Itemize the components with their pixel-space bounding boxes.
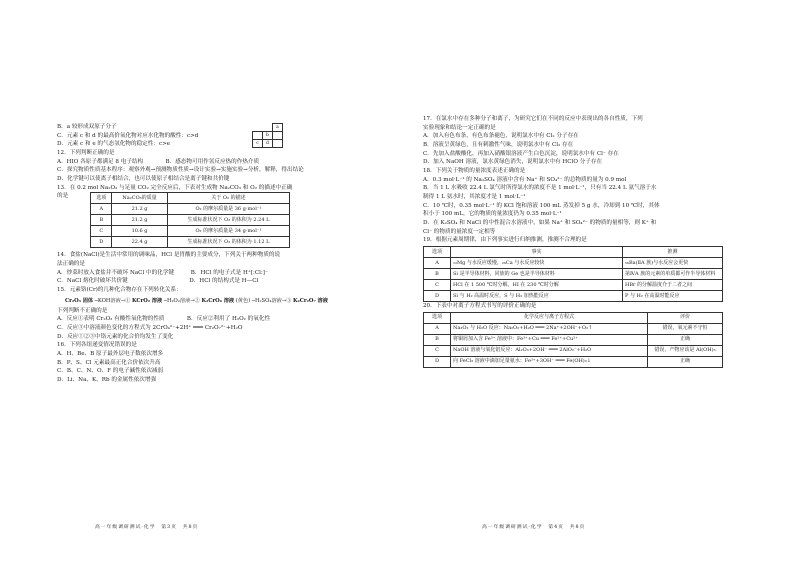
- right-page: [397, 0, 794, 561]
- table-cell: D: [424, 290, 451, 301]
- table-cell: Si 与 H₂ 高温时反应，S 与 H₂ 加热能反应: [451, 290, 623, 301]
- question-13: 13．在 0.2 mol Na₂O₂ 与足量 CO₂ 完全反应后，下表对生成物 Na₂CO₃ 和 O₂ 的描述中正确: [57, 184, 293, 191]
- page-footer: 高一年级调研测试·化学 第3页 共8页: [95, 525, 199, 530]
- table-header-row: [91, 193, 290, 204]
- text-line: D．元素 c 和 e 的气态氢化物的稳定性：c>e: [57, 141, 171, 148]
- table-q20: [423, 312, 723, 368]
- table-cell: ₁₂Mg 与水反应缓慢，₂₀Ca 与水反应较快: [451, 257, 623, 268]
- grid-cell: [273, 140, 283, 148]
- table-cell: 22.4 g: [112, 237, 167, 248]
- table-cell: 正确: [648, 356, 723, 367]
- table-cell: C: [91, 226, 112, 237]
- text-line: D．加入 NaOH 溶液，氯水黄绿色消失，说明氯水中有 HClO 分子存在: [423, 159, 603, 166]
- grid-cell: b: [263, 132, 273, 140]
- table-row: [91, 215, 290, 226]
- table-cell: HCl 在 1 500 ℃时分解，HI 在 230 ℃时分解: [451, 279, 623, 290]
- text-line: D．化学键可以使离子相结合，也可以使原子相结合是离子键和共价键: [57, 175, 230, 182]
- table-header-row: [424, 246, 723, 257]
- table-cell: 第ⅣA 族的元素的单质都可作半导体材料: [623, 268, 723, 279]
- text-line: C．元素 c 和 d 的最高价氧化物对应水化物的酸性：c>d: [57, 132, 199, 139]
- reagent-1: KOH溶液: [97, 297, 121, 304]
- page-footer: 高一年级调研测试·化学 第4页 共8页: [482, 525, 586, 530]
- table-cell: A: [91, 204, 112, 215]
- question-12: 12．下列判断正确的是: [57, 149, 115, 156]
- text-line: 下列判断不正确的是: [57, 307, 108, 314]
- table-cell: Si 是半导体材料，同族的 Ge 也是半导体材料: [451, 268, 623, 279]
- flow-start: Cr₂O₃ 固体: [65, 297, 94, 304]
- question-17: 17．在氯水中存在多种分子和离子，为研究它们在不同的反应中表现出的各自性质，下列: [423, 116, 643, 122]
- table-cell: HBr 的分解温度介于二者之间: [623, 279, 723, 290]
- table-header: 推测: [623, 246, 723, 257]
- text-line: D．在 K₂SO₄ 和 NaCl 的中性混合水溶液中，如果 Na⁺ 和 SO₄²⁻ 的物质的量相等，则 K⁺ 和: [423, 219, 657, 226]
- table-cell: D: [91, 237, 112, 248]
- table-cell: C: [424, 279, 451, 290]
- table-cell: 生成标准状况下 O₂ 的体积为 2.24 L: [167, 215, 289, 226]
- table-header: 事实: [451, 246, 623, 257]
- table-header-row: [424, 312, 723, 323]
- reagent-3: H₂SO₄溶液: [254, 297, 282, 304]
- text-line: C．反应③中溶液颜色变化的方程式为 2CrO₄²⁻+2H⁺ ═══ Cr₂O₇²⁻+H₂O: [57, 324, 243, 331]
- table-row: [424, 345, 723, 356]
- table-cell: C: [424, 345, 451, 356]
- right-column: [423, 115, 741, 368]
- table-row: [91, 237, 290, 248]
- table-cell: NaOH 溶液与氧化铝反应：Al₂O₃+2OH⁻ ═══ 2AlO₂⁻+H₂O: [451, 345, 648, 356]
- table-cell: 10.6 g: [112, 226, 167, 237]
- grid-cell: c: [253, 140, 263, 148]
- text-line: A．H、Be、B 原子最外层电子数依次增多: [57, 350, 164, 357]
- text-line: 实验现象和结论一定正确的是: [423, 124, 496, 131]
- table-cell: 向 FeCl₃ 溶液中滴加足量氨水：Fe³⁺+3OH⁻ ═══ Fe(OH)₃↓: [451, 356, 648, 367]
- grid-cell: [253, 132, 263, 140]
- table-cell: P 与 H₂ 在高温时能反应: [623, 290, 723, 301]
- text-line: B．当 1 L 水吸收 22.4 L 氯气时所得氯水的浓度不是 1 mol·L⁻¹，只有当 22.4 L 氨气溶于水: [423, 185, 657, 192]
- table-header: 选项: [424, 312, 451, 323]
- table-cell: O₂ 的摩尔质量是 36 g·mol⁻¹: [167, 204, 289, 215]
- grid-cell: [263, 124, 273, 132]
- table-row: [424, 323, 723, 334]
- question-20: 20．下表中对离子方程式书写的评价正确的是: [423, 302, 537, 309]
- table-cell: 生成标准状况下 O₂ 的体积为 1.12 L: [167, 237, 289, 248]
- table-cell: B: [424, 334, 451, 345]
- flow-mid-2: K₂CrO₄ 溶液: [201, 297, 235, 304]
- text-line: A．炒菜时放入食盐并不破坏 NaCl 中的化学键 B．HCl 的电子式是 H⁺[:Cl:]⁻: [57, 269, 268, 276]
- table-header: 选项: [424, 246, 451, 257]
- table-row: [424, 268, 723, 279]
- table-row: [424, 290, 723, 301]
- table-cell: B: [91, 215, 112, 226]
- text-line: B．a 较形成双原子分子: [57, 124, 117, 130]
- flow-mid-1: KCrO₂ 溶液: [131, 297, 163, 304]
- reaction-flow: [65, 297, 367, 305]
- table-cell: O₂ 的摩尔质量是 34 g·mol⁻¹: [167, 226, 289, 237]
- text-line: A．加入有色布条，有色布条褪色，说明氯水中有 Cl₂ 分子存在: [423, 133, 579, 140]
- text-line: 法正确的是: [57, 260, 85, 267]
- table-cell: 将铜屑加入含 Fe³⁺ 溶液中：Fe³⁺+Cu ═══ Fe²⁺+Cu²⁺: [451, 334, 648, 345]
- left-column: [57, 123, 367, 385]
- table-header: 关于 O₂ 的描述: [167, 193, 289, 204]
- table-cell: D: [424, 356, 451, 367]
- text-line: Cl⁻ 的物质的量浓度一定相等: [423, 228, 496, 235]
- text-line: A．HIO 各原子都满足 8 电子结构 B．感态物可用作氢反应热的作热介质: [57, 158, 260, 165]
- text-line: A．反应①表明 Cr₂O₃ 有酸性氧化物的性质 B．反应②利用了 H₂O₂ 的氧化性: [57, 316, 271, 323]
- grid-cell: [273, 132, 283, 140]
- arrow-icon: ─H₂SO₄溶液→③: [251, 297, 294, 304]
- arrow-icon: ─KOH溶液→①: [94, 297, 132, 304]
- table-cell: B: [424, 268, 451, 279]
- table-cell: Na₂O₂ 与 H₂O 反应：Na₂O₂+H₂O ═══ 2Na⁺+2OH⁻+O₂↑: [451, 323, 648, 334]
- table-cell: 错误，产物应该是 Al(OH)₃: [648, 345, 723, 356]
- table-header: Na₂CO₃的质量: [112, 193, 167, 204]
- question-15: 15．元素铬(Cr)的几种化合物存在下列转化关系：: [57, 286, 182, 293]
- text-line: 的是: [57, 193, 69, 200]
- table-header: 化学反应与离子方程式: [451, 312, 648, 323]
- text-line: D．反应①②③中铬元素的化合价均发生了变化: [57, 333, 174, 340]
- table-row: [424, 334, 723, 345]
- table-cell: A: [424, 323, 451, 334]
- question-19: 19．根据元素周期律，由下列事实进行归纳推测，推测不合理的是: [423, 237, 587, 244]
- table-cell: 错误，氧元素不守恒: [648, 323, 723, 334]
- table-cell: 21.2 g: [112, 215, 167, 226]
- table-cell: 正确: [648, 334, 723, 345]
- table-row: [91, 226, 290, 237]
- table-cell: ₅₆Ba(ⅡA 族)与水反应会更快: [623, 257, 723, 268]
- flow-note: (黄色): [235, 297, 251, 304]
- reagent-2: H₂O₂溶液: [166, 297, 191, 304]
- flow-end: K₂Cr₂O₇ 溶液: [293, 297, 328, 304]
- table-cell: 21.2 g: [112, 204, 167, 215]
- text-line: B．溶液呈黄绿色，且有刺激性气味，说明氯水中有 Cl₂ 存在: [423, 141, 574, 148]
- table-row: [424, 279, 723, 290]
- table-row: [91, 204, 290, 215]
- text-line: B．P、S、Cl 元素最高正化合价依次升高: [57, 359, 161, 366]
- table-row: [424, 356, 723, 367]
- text-line: C．B、C、N、O、F 的电子碱性依次减弱: [57, 368, 164, 375]
- grid-cell: d: [263, 140, 273, 148]
- text-line: D．Li、Na、K、Rb 的金属性依次增强: [57, 376, 157, 383]
- text-line: 制得 1 L 氨水时，其浓度才是 1 mol·L⁻¹: [423, 193, 526, 200]
- question-18: 18．下列关于物质的量浓度表述正确的是: [423, 167, 526, 174]
- grid-cell: a: [273, 124, 283, 132]
- text-line: A．0.3 mol·L⁻¹ 的 Na₂SO₄ 溶液中含有 Na⁺ 和 SO₄²⁻ 的总物质的量为 0.9 mol: [423, 176, 627, 183]
- text-line: 积小于 100 mL，它的物质的量浓度仍为 0.35 mol·L⁻¹: [423, 211, 562, 218]
- text-line: C．10 ℃时，0.35 mol·L⁻¹ 的 KCl 饱和溶液 100 mL 蒸发掉 5 g 水，冷却到 10 ℃时，其体: [423, 202, 660, 209]
- text-line: C．NaCl 熔化时破坏共价键 D．HCl 的结构式是 H—Cl: [57, 278, 259, 285]
- table-q13: [90, 192, 290, 248]
- table-header: 选项: [91, 193, 112, 204]
- question-14: 14．食盐(NaCl)是生活中常用的调味品，HCl 是胃酸的主要成分，下列关于两种物质的说: [57, 252, 281, 259]
- arrow-icon: ─H₂O₂溶液→②: [163, 297, 202, 304]
- table-q19: [423, 246, 723, 302]
- text-line: C．探究物质性质基本程序：观察外观→预测物质性质→设计实验→实施实验→分析，解释，得出结论: [57, 167, 304, 174]
- table-cell: A: [424, 257, 451, 268]
- table-header: 评价: [648, 312, 723, 323]
- question-16: 16．下列各组递变情况错误的是: [57, 342, 137, 349]
- grid-cell: [253, 124, 263, 132]
- periodic-grid: [252, 123, 283, 148]
- text-line: C．先加入盐酸酸化，再加入硝酸银溶液产生白色沉淀，说明氯水中有 Cl⁻ 存在: [423, 150, 619, 157]
- table-row: [424, 257, 723, 268]
